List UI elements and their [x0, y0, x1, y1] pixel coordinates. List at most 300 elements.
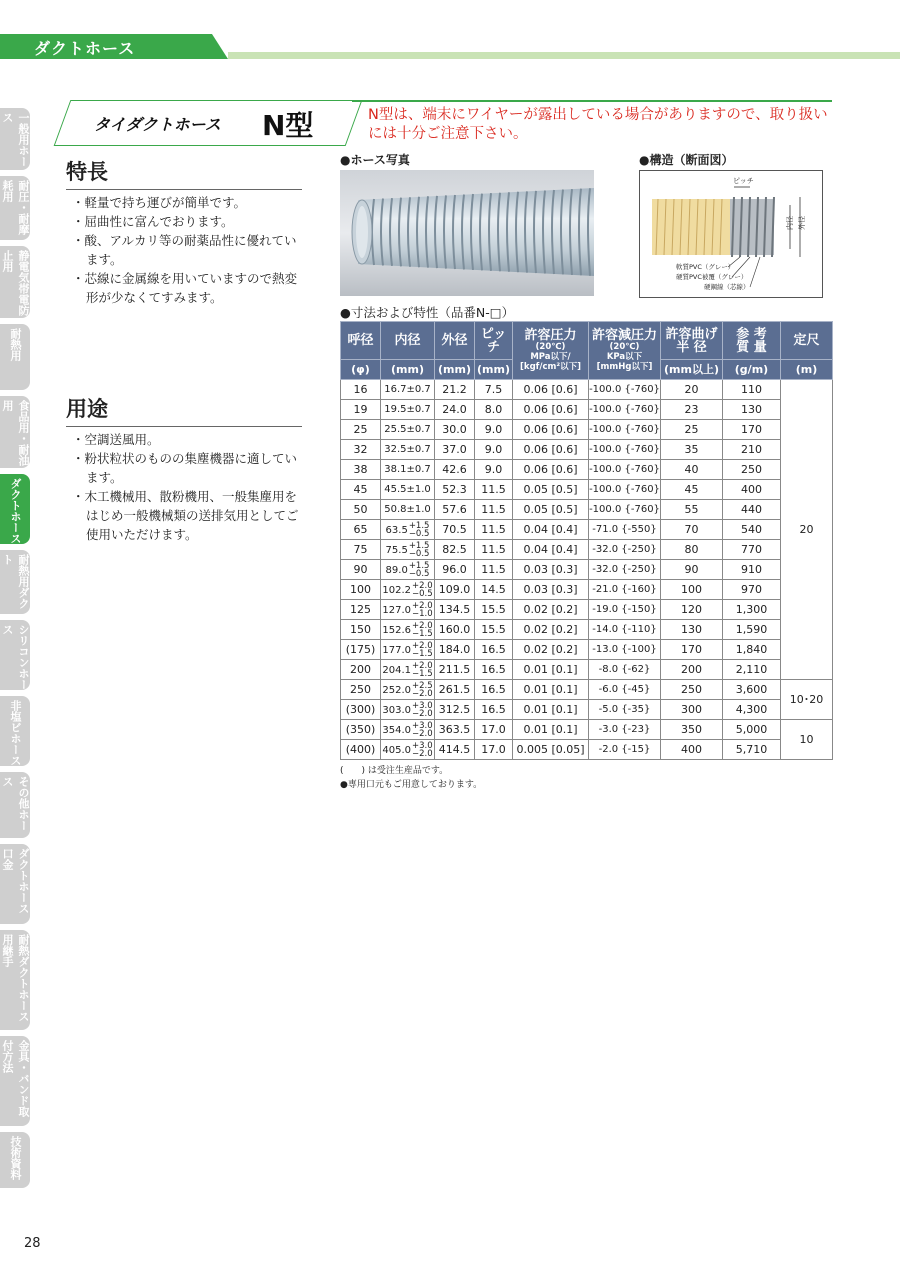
- cell-pitch: 16.5: [475, 680, 513, 700]
- cell-vacuum: -100.0 {-760}: [589, 400, 661, 420]
- pressure-sub3: [kgf/cm²以下]: [520, 362, 581, 372]
- cell-pitch: 11.5: [475, 540, 513, 560]
- unit-pitch: (mm): [475, 360, 513, 380]
- uses-heading: 用途: [66, 393, 302, 427]
- list-item: ・空調送風用。: [72, 432, 160, 447]
- cell-pressure: 0.01 [0.1]: [513, 700, 589, 720]
- cell-nominal: (350): [341, 720, 381, 740]
- cell-pitch: 16.5: [475, 660, 513, 680]
- side-tab[interactable]: 耐熱用ダクト: [0, 550, 30, 614]
- cell-bend: 200: [661, 660, 723, 680]
- inner-tolerance: [412, 602, 433, 618]
- vacuum-sub2: KPa以下: [606, 352, 643, 362]
- cell-length: 10･20: [781, 680, 833, 720]
- cell-outer: 21.2: [435, 380, 475, 400]
- cell-outer: 96.0: [435, 560, 475, 580]
- list-item: ・屈曲性に富んでおります。: [72, 214, 234, 229]
- cell-vacuum: -100.0 {-760}: [589, 440, 661, 460]
- cell-outer: 160.0: [435, 620, 475, 640]
- col-header-nominal: 呼径: [341, 322, 381, 360]
- unit-outer: (mm): [435, 360, 475, 380]
- cell-pitch: 15.5: [475, 620, 513, 640]
- cell-outer: 363.5: [435, 720, 475, 740]
- cell-nominal: 38: [341, 460, 381, 480]
- tolerance-lower: −1.5: [412, 628, 433, 639]
- table-row: [341, 480, 833, 500]
- cell-nominal: 19: [341, 400, 381, 420]
- cell-nominal: 100: [341, 580, 381, 600]
- cell-vacuum: -13.0 {-100}: [589, 640, 661, 660]
- col-header-inner: 内径: [381, 322, 435, 360]
- cell-vacuum: -14.0 {-110}: [589, 620, 661, 640]
- inner-value: 50.8±1.0: [384, 504, 431, 515]
- tolerance-lower: −0.5: [408, 528, 430, 539]
- table-row: [341, 380, 833, 400]
- tolerance-lower: −1.5: [412, 648, 433, 659]
- hose-photo: [340, 170, 594, 296]
- cell-bend: 25: [661, 420, 723, 440]
- table-row: [341, 700, 833, 720]
- col-header-pitch: ピッチ: [475, 322, 513, 360]
- cell-vacuum: -32.0 {-250}: [589, 540, 661, 560]
- cell-nominal: 25: [341, 420, 381, 440]
- col-header-outer: 外径: [435, 322, 475, 360]
- pressure-sub2: MPa以下/: [530, 352, 571, 362]
- tolerance-upper: +1.5: [408, 520, 430, 531]
- inner-value: 252.0: [382, 684, 411, 696]
- pressure-label: 許容圧力: [524, 328, 577, 343]
- cell-mass: 2,110: [723, 660, 781, 680]
- side-tab[interactable]: その他ホース: [0, 772, 30, 838]
- inner-value: 405.0: [382, 744, 411, 756]
- cell-pressure: 0.05 [0.5]: [513, 500, 589, 520]
- cell-vacuum: -6.0 {-45}: [589, 680, 661, 700]
- cell-inner: [381, 400, 435, 420]
- cell-vacuum: -100.0 {-760}: [589, 420, 661, 440]
- side-tab[interactable]: ダクトホース口金: [0, 844, 30, 924]
- cell-bend: 20: [661, 380, 723, 400]
- product-banner: [62, 100, 352, 144]
- note-2: ●専用口元もご用意しております。: [340, 780, 483, 790]
- side-tab[interactable]: 食品用・耐油用: [0, 396, 30, 468]
- cell-pressure: 0.03 [0.3]: [513, 580, 589, 600]
- list-item: ・粉状粒状のものの集塵機器に適しています。: [72, 451, 298, 485]
- cell-bend: 55: [661, 500, 723, 520]
- cell-nominal: 125: [341, 600, 381, 620]
- cell-length: 10: [781, 720, 833, 760]
- cell-pitch: 16.5: [475, 640, 513, 660]
- cell-pressure: 0.02 [0.2]: [513, 600, 589, 620]
- cell-pressure: 0.03 [0.3]: [513, 560, 589, 580]
- cell-mass: 110: [723, 380, 781, 400]
- cell-mass: 910: [723, 560, 781, 580]
- table-row: [341, 440, 833, 460]
- tolerance-lower: −2.0: [412, 708, 433, 719]
- inner-tolerance: [409, 522, 430, 538]
- table-row: [341, 680, 833, 700]
- inner-tolerance: [412, 662, 433, 678]
- cell-nominal: 32: [341, 440, 381, 460]
- inner-tolerance: [412, 722, 433, 738]
- diagram-label-inner: 内径: [786, 216, 794, 230]
- unit-inner: (mm): [381, 360, 435, 380]
- inner-value: 75.5: [385, 544, 408, 556]
- cell-pitch: 11.5: [475, 520, 513, 540]
- bend-label-1: 許容曲げ: [665, 326, 718, 342]
- product-model: N型: [262, 109, 314, 142]
- inner-value: 45.5±1.0: [384, 484, 431, 495]
- tolerance-lower: −2.0: [412, 748, 433, 759]
- cell-outer: 70.5: [435, 520, 475, 540]
- cell-vacuum: -2.0 {-15}: [589, 740, 661, 760]
- side-tab[interactable]: 耐圧・耐摩耗用: [0, 176, 30, 240]
- cell-vacuum: -19.0 {-150}: [589, 600, 661, 620]
- table-row: [341, 540, 833, 560]
- cell-inner: [381, 700, 435, 720]
- cell-nominal: 90: [341, 560, 381, 580]
- cell-mass: 440: [723, 500, 781, 520]
- warning-text: N型は、端末にワイヤーが露出している場合がありますので、取り扱いには十分ご注意下さい。: [368, 107, 828, 142]
- side-tab[interactable]: 技術資料: [0, 1132, 30, 1188]
- tolerance-upper: +1.5: [408, 540, 430, 551]
- col-header-length: 定尺: [781, 322, 833, 360]
- cell-mass: 5,000: [723, 720, 781, 740]
- cell-pitch: 7.5: [475, 380, 513, 400]
- cell-pressure: 0.06 [0.6]: [513, 420, 589, 440]
- cell-bend: 170: [661, 640, 723, 660]
- cell-nominal: 200: [341, 660, 381, 680]
- cell-inner: [381, 380, 435, 400]
- cell-nominal: 16: [341, 380, 381, 400]
- tolerance-upper: +2.0: [412, 660, 433, 671]
- tolerance-lower: −0.5: [408, 548, 430, 559]
- list-item: ・芯線に金属線を用いていますので熱変形が少なくてすみます。: [72, 271, 298, 305]
- tolerance-upper: +2.0: [412, 580, 433, 591]
- side-tab[interactable]: 一般用ホース: [0, 108, 30, 170]
- tolerance-lower: −0.5: [408, 568, 430, 579]
- inner-value: 303.0: [382, 704, 411, 716]
- unit-bend: (mm以上): [661, 360, 723, 380]
- cell-inner: [381, 540, 435, 560]
- cell-bend: 250: [661, 680, 723, 700]
- cell-mass: 250: [723, 460, 781, 480]
- cell-vacuum: -32.0 {-250}: [589, 560, 661, 580]
- cell-vacuum: -3.0 {-23}: [589, 720, 661, 740]
- cell-vacuum: -100.0 {-760}: [589, 500, 661, 520]
- inner-value: 152.6: [382, 624, 411, 636]
- cell-outer: 211.5: [435, 660, 475, 680]
- cell-vacuum: -21.0 {-160}: [589, 580, 661, 600]
- cell-inner: [381, 440, 435, 460]
- inner-tolerance: [409, 542, 430, 558]
- cell-nominal: 50: [341, 500, 381, 520]
- cell-pressure: 0.06 [0.6]: [513, 380, 589, 400]
- vacuum-sub1: (20℃): [609, 342, 640, 352]
- tolerance-upper: +2.0: [412, 640, 433, 651]
- tolerance-upper: +1.5: [408, 560, 430, 571]
- cell-pitch: 11.5: [475, 560, 513, 580]
- section-title: ダクトホース: [34, 39, 136, 58]
- diagram-label-layer2: 硬質PVC被覆（グレー）: [676, 273, 748, 281]
- spec-table: [340, 321, 833, 760]
- table-row: [341, 640, 833, 660]
- page-number: 28: [24, 1236, 41, 1251]
- cell-pressure: 0.005 [0.05]: [513, 740, 589, 760]
- side-tab[interactable]: シリコンホース: [0, 620, 30, 690]
- cell-vacuum: -8.0 {-62}: [589, 660, 661, 680]
- cell-inner: [381, 660, 435, 680]
- inner-value: 25.5±0.7: [384, 424, 431, 435]
- cell-bend: 80: [661, 540, 723, 560]
- cell-pressure: 0.04 [0.4]: [513, 520, 589, 540]
- cell-pitch: 17.0: [475, 720, 513, 740]
- cell-inner: [381, 640, 435, 660]
- list-item: ・軽量で持ち運びが簡単です。: [72, 195, 247, 210]
- bend-label-2: 半 径: [676, 339, 707, 355]
- cell-bend: 70: [661, 520, 723, 540]
- side-tab[interactable]: 静電気帯電防止用: [0, 246, 30, 318]
- mass-label-2: 質 量: [736, 339, 767, 355]
- col-header-bend: [661, 322, 723, 360]
- cell-outer: 42.6: [435, 460, 475, 480]
- banner-rule: [352, 100, 832, 102]
- tolerance-upper: +3.0: [412, 700, 433, 711]
- inner-value: 204.1: [382, 664, 411, 676]
- cell-inner: [381, 500, 435, 520]
- tolerance-lower: −1.5: [412, 668, 433, 679]
- cell-bend: 400: [661, 740, 723, 760]
- side-tab[interactable]: 耐熱用: [0, 324, 30, 390]
- pressure-sub1: (20℃): [535, 342, 566, 352]
- section-header: [0, 34, 900, 62]
- cell-pitch: 15.5: [475, 600, 513, 620]
- cell-pitch: 8.0: [475, 400, 513, 420]
- inner-tolerance: [412, 702, 433, 718]
- table-row: [341, 520, 833, 540]
- cell-mass: 400: [723, 480, 781, 500]
- vacuum-sub3: [mmHg以下]: [596, 362, 653, 372]
- cell-inner: [381, 580, 435, 600]
- cell-pitch: 9.0: [475, 440, 513, 460]
- cell-inner: [381, 560, 435, 580]
- cell-pressure: 0.01 [0.1]: [513, 720, 589, 740]
- cell-outer: 312.5: [435, 700, 475, 720]
- tolerance-upper: +2.0: [412, 620, 433, 631]
- cell-mass: 970: [723, 580, 781, 600]
- cell-inner: [381, 480, 435, 500]
- table-row: [341, 420, 833, 440]
- cell-mass: 770: [723, 540, 781, 560]
- inner-tolerance: [412, 742, 433, 758]
- list-item: ・酸、アルカリ等の耐薬品性に優れています。: [72, 233, 297, 267]
- cell-pressure: 0.04 [0.4]: [513, 540, 589, 560]
- inner-value: 32.5±0.7: [384, 444, 431, 455]
- cell-mass: 130: [723, 400, 781, 420]
- cell-outer: 24.0: [435, 400, 475, 420]
- section-header-rule: [228, 52, 900, 59]
- inner-value: 38.1±0.7: [384, 464, 431, 475]
- cell-nominal: (300): [341, 700, 381, 720]
- table-caption: ●寸法および特性（品番N-□）: [340, 305, 515, 320]
- cell-mass: 540: [723, 520, 781, 540]
- cell-outer: 57.6: [435, 500, 475, 520]
- cell-pressure: 0.01 [0.1]: [513, 680, 589, 700]
- table-row: [341, 720, 833, 740]
- cell-nominal: 65: [341, 520, 381, 540]
- cell-bend: 40: [661, 460, 723, 480]
- cell-pressure: 0.02 [0.2]: [513, 640, 589, 660]
- features-list: [72, 193, 304, 307]
- cell-mass: 1,840: [723, 640, 781, 660]
- inner-value: 127.0: [382, 604, 411, 616]
- cell-outer: 30.0: [435, 420, 475, 440]
- col-header-vacuum: [589, 322, 661, 380]
- structure-diagram: [639, 170, 823, 298]
- cell-nominal: 45: [341, 480, 381, 500]
- cell-inner: [381, 620, 435, 640]
- cell-pressure: 0.01 [0.1]: [513, 660, 589, 680]
- cell-inner: [381, 460, 435, 480]
- cell-inner: [381, 740, 435, 760]
- mass-label-1: 参 考: [736, 326, 767, 342]
- cell-pitch: 9.0: [475, 460, 513, 480]
- inner-value: 19.5±0.7: [384, 404, 431, 415]
- cell-bend: 300: [661, 700, 723, 720]
- cell-nominal: 150: [341, 620, 381, 640]
- product-name: タイダクトホース: [94, 115, 221, 134]
- cell-inner: [381, 680, 435, 700]
- cell-bend: 100: [661, 580, 723, 600]
- note-1: ( ) は受注生産品です。: [340, 766, 449, 776]
- cell-bend: 45: [661, 480, 723, 500]
- cell-mass: 5,710: [723, 740, 781, 760]
- side-tab[interactable]: ダクトホース: [0, 474, 30, 544]
- diagram-label-pitch: ピッチ: [733, 177, 754, 185]
- cell-nominal: (175): [341, 640, 381, 660]
- cell-nominal: (400): [341, 740, 381, 760]
- cell-mass: 1,590: [723, 620, 781, 640]
- table-row: [341, 500, 833, 520]
- side-tab[interactable]: 非塩ビホース: [0, 696, 30, 766]
- table-row: [341, 600, 833, 620]
- cell-vacuum: -71.0 {-550}: [589, 520, 661, 540]
- diagram-caption: ●構造（断面図）: [639, 153, 734, 167]
- cell-outer: 261.5: [435, 680, 475, 700]
- inner-tolerance: [412, 582, 433, 598]
- cell-pitch: 14.5: [475, 580, 513, 600]
- features-heading: 特長: [66, 156, 302, 190]
- cell-pressure: 0.02 [0.2]: [513, 620, 589, 640]
- tolerance-upper: +3.0: [412, 720, 433, 731]
- cell-outer: 82.5: [435, 540, 475, 560]
- inner-value: 354.0: [382, 724, 411, 736]
- cell-bend: 90: [661, 560, 723, 580]
- vacuum-label: 許容減圧力: [591, 328, 657, 343]
- tolerance-upper: +3.0: [412, 740, 433, 751]
- cell-pitch: 11.5: [475, 500, 513, 520]
- cell-mass: 3,600: [723, 680, 781, 700]
- tolerance-lower: −1.0: [412, 608, 433, 619]
- cell-nominal: 75: [341, 540, 381, 560]
- cell-outer: 52.3: [435, 480, 475, 500]
- table-row: [341, 580, 833, 600]
- cell-inner: [381, 420, 435, 440]
- col-header-pressure: [513, 322, 589, 380]
- cell-mass: 4,300: [723, 700, 781, 720]
- table-row: [341, 620, 833, 640]
- cell-bend: 350: [661, 720, 723, 740]
- table-row: [341, 400, 833, 420]
- inner-value: 89.0: [385, 564, 408, 576]
- cell-inner: [381, 520, 435, 540]
- cell-pressure: 0.05 [0.5]: [513, 480, 589, 500]
- cell-pitch: 11.5: [475, 480, 513, 500]
- cell-pitch: 16.5: [475, 700, 513, 720]
- cell-pressure: 0.06 [0.6]: [513, 460, 589, 480]
- diagram-label-layer3: 硬鋼線（芯線）: [704, 283, 750, 291]
- diagram-label-layer1: 軟質PVC（グレー）: [676, 263, 735, 271]
- inner-tolerance: [412, 642, 433, 658]
- inner-tolerance: [412, 622, 433, 638]
- tolerance-lower: −0.5: [412, 588, 433, 599]
- diagram-label-outer: 外径: [798, 216, 806, 230]
- cell-mass: 1,300: [723, 600, 781, 620]
- cell-length: 20: [781, 380, 833, 680]
- table-row: [341, 740, 833, 760]
- table-row: [341, 560, 833, 580]
- table-notes: [340, 764, 482, 792]
- inner-tolerance: [412, 682, 433, 698]
- cell-vacuum: -100.0 {-760}: [589, 460, 661, 480]
- unit-mass: (g/m): [723, 360, 781, 380]
- cell-bend: 35: [661, 440, 723, 460]
- cell-pressure: 0.06 [0.6]: [513, 440, 589, 460]
- inner-value: 63.5: [385, 524, 408, 536]
- table-row: [341, 660, 833, 680]
- unit-length: (m): [781, 360, 833, 380]
- cell-outer: 134.5: [435, 600, 475, 620]
- cell-pressure: 0.06 [0.6]: [513, 400, 589, 420]
- tolerance-lower: −2.0: [412, 728, 433, 739]
- inner-value: 102.2: [382, 584, 411, 596]
- cell-bend: 120: [661, 600, 723, 620]
- cell-outer: 37.0: [435, 440, 475, 460]
- unit-nominal: (φ): [341, 360, 381, 380]
- table-row: [341, 460, 833, 480]
- cell-mass: 210: [723, 440, 781, 460]
- cell-inner: [381, 720, 435, 740]
- photo-caption: ●ホース写真: [340, 153, 410, 167]
- cell-outer: 109.0: [435, 580, 475, 600]
- cell-pitch: 17.0: [475, 740, 513, 760]
- inner-value: 16.7±0.7: [384, 384, 431, 395]
- spec-table-body: [341, 380, 833, 760]
- cell-nominal: 250: [341, 680, 381, 700]
- cell-vacuum: -5.0 {-35}: [589, 700, 661, 720]
- cell-bend: 130: [661, 620, 723, 640]
- tolerance-upper: +2.5: [412, 680, 433, 691]
- side-tab[interactable]: 耐熱ダクトホース用継手: [0, 930, 30, 1030]
- cell-outer: 184.0: [435, 640, 475, 660]
- inner-value: 177.0: [382, 644, 411, 656]
- cell-vacuum: -100.0 {-760}: [589, 480, 661, 500]
- tolerance-upper: +2.0: [412, 600, 433, 611]
- tolerance-lower: −2.0: [412, 688, 433, 699]
- uses-list: [72, 430, 304, 544]
- side-tab[interactable]: 金具・バンド取付方法: [0, 1036, 30, 1126]
- list-item: ・木工機械用、散粉機用、一般集塵用をはじめ一般機械類の送排気用としてご使用いただけます。: [72, 489, 299, 542]
- cell-pitch: 9.0: [475, 420, 513, 440]
